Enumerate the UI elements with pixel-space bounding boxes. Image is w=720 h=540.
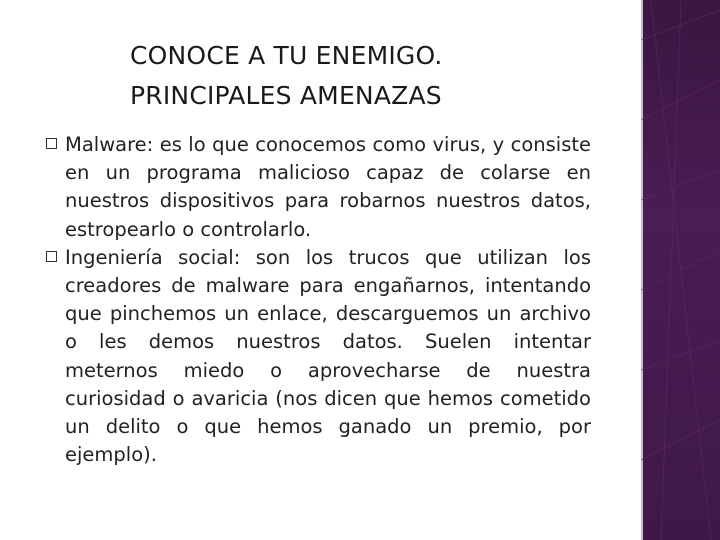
bullet-ingenieria-social: [46, 244, 591, 470]
bullet-text: Ingeniería social: son los trucos que utilizan los creadores de malware para engañarnos, intentando que pinchemos un enlace, descarguemos un archivo o les demos nuestros datos. Suelen intentar meternos miedo o aprovecharse de nuestra curiosidad o avaricia (nos dicen que hemos cometido un delito o que hemos ganado un premio, por ejemplo).: [65, 245, 591, 467]
square-bullet-icon: [46, 138, 57, 149]
sidebar-pattern: [641, 0, 720, 540]
decorative-sidebar: [641, 0, 720, 540]
bullet-text: Malware: es lo que conocemos como virus, y consiste en un programa malicioso capaz de colarse en nuestros dispositivos para robarnos nuestros datos, estropearlo o controlarlo.: [65, 133, 591, 241]
bullet-list: [46, 131, 591, 469]
square-bullet-icon: [46, 251, 57, 262]
bullet-malware: [46, 131, 591, 244]
title-line-1: CONOCE A TU ENEMIGO.: [130, 41, 443, 70]
title-line-2: PRINCIPALES AMENAZAS: [130, 81, 442, 110]
slide-title: [130, 36, 550, 116]
